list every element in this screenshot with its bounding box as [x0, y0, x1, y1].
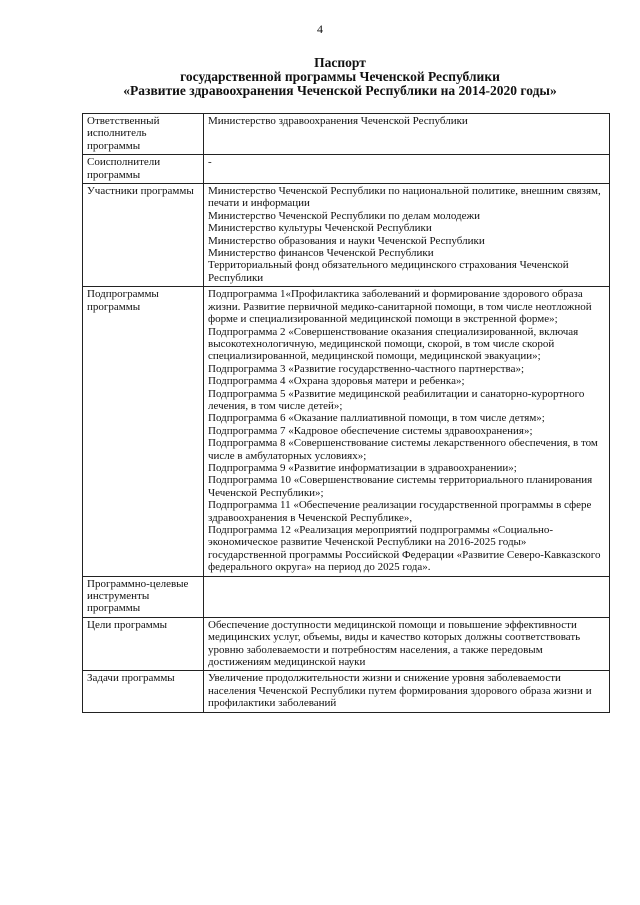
content-line: Министерство образования и науки Чеченской Республики: [208, 234, 485, 247]
content-line: Подпрограмма 8 «Совершенствование системы лекарственного обеспечения, в том числе в амбулаторных условиях»;: [208, 437, 598, 462]
row-content: [204, 671, 610, 712]
content-line: Министерство Чеченской Республики по делам молодежи: [208, 209, 481, 222]
title-line-3: «Развитие здравоохранения Чеченской Республики на 2014-2020 годы»: [123, 83, 557, 98]
content-line: Подпрограмма 4 «Охрана здоровья матери и ребенка»;: [208, 375, 465, 388]
content-line: Подпрограмма 7 «Кадровое обеспечение системы здравоохранения»;: [208, 424, 533, 437]
content-line: Подпрограмма 12 «Реализация мероприятий подпрограммы «Социально-экономическое развитие Чеченской Республики на 2016-2025 годы» государственной программы Российской Федерации «Развитие Северо-Кавказского федерального округа» на период до 2025 года».: [208, 524, 601, 574]
table-row: [83, 617, 610, 671]
row-label: Задачи программы: [83, 671, 204, 712]
content-line: Территориальный фонд обязательного медицинского страхования Чеченской Республики: [208, 259, 569, 284]
content-line: Увеличение продолжительности жизни и снижение уровня заболеваемости населения Чеченской Республики путем формирования здорового образа жизни и профилактики заболеваний: [208, 672, 592, 710]
row-label: Цели программы: [83, 617, 204, 671]
content-line: Обеспечение доступности медицинской помощи и повышение эффективности медицинских услуг, объемы, виды и качество которых должны соответствовать уровню заболеваемости и потребностям населения, а также передовым достижениям медицинской науки: [208, 618, 581, 669]
content-line: Министерство культуры Чеченской Республики: [208, 222, 432, 235]
row-label: Ответственный исполнитель программы: [83, 114, 204, 155]
page-number: 4: [317, 22, 323, 36]
title-line-2: государственной программы Чеченской Республики: [180, 69, 500, 84]
table-row: [83, 287, 610, 576]
table-row: [83, 184, 610, 287]
content-line: Подпрограмма 9 «Развитие информатизации в здравоохранении»;: [208, 461, 517, 474]
row-label: Соисполнители программы: [83, 155, 204, 184]
row-label: Подпрограммы программы: [83, 287, 204, 576]
content-line: Подпрограмма 2 «Совершенствование оказания специализированной, включая высокотехнологичную, медицинской помощи, скорой, в том числе скорой специализированной, медицинской помощи, медицинской эвакуации»;: [208, 325, 579, 363]
content-line: Министерство Чеченской Республики по национальной политике, внешним связям, печати и информации: [208, 185, 601, 210]
content-line: Подпрограмма 1«Профилактика заболеваний и формирование здорового образа жизни. Развитие первичной медико-санитарной помощи, в том числе неотложной форме и специализированной медицинской помощи в экстренной форме»;: [208, 288, 592, 326]
content-line: Министерство здравоохранения Чеченской Республики: [208, 115, 468, 127]
table-row: [83, 114, 610, 155]
content-line: Подпрограмма 5 «Развитие медицинской реабилитации и санаторно-курортного лечения, в том числе детей»;: [208, 387, 585, 412]
table-row: [83, 671, 610, 712]
content-line: Подпрограмма 11 «Обеспечение реализации государственной программы в сфере здравоохранения в Чеченской Республике»,: [208, 499, 592, 524]
table-row: [83, 155, 610, 184]
row-label: Участники программы: [83, 184, 204, 287]
row-content: [204, 287, 610, 576]
title-line-1: Паспорт: [314, 55, 366, 70]
content-line: Подпрограмма 6 «Оказание паллиативной помощи, в том числе детям»;: [208, 412, 545, 425]
table-row: [83, 576, 610, 617]
row-content: [204, 184, 610, 287]
row-content: [204, 114, 610, 155]
row-content: [204, 576, 610, 617]
content-line: Министерство финансов Чеченской Республики: [208, 247, 434, 260]
row-content: [204, 617, 610, 671]
row-content: [204, 155, 610, 184]
row-label: Программно-целевые инструменты программы: [83, 576, 204, 617]
content-line: Подпрограмма 3 «Развитие государственно-частного партнерства»;: [208, 362, 525, 375]
document-title: [60, 56, 620, 98]
content-line: -: [208, 156, 212, 169]
passport-table: [82, 113, 610, 713]
content-line: Подпрограмма 10 «Совершенствование системы территориального планирования Чеченской Республики»;: [208, 474, 593, 499]
